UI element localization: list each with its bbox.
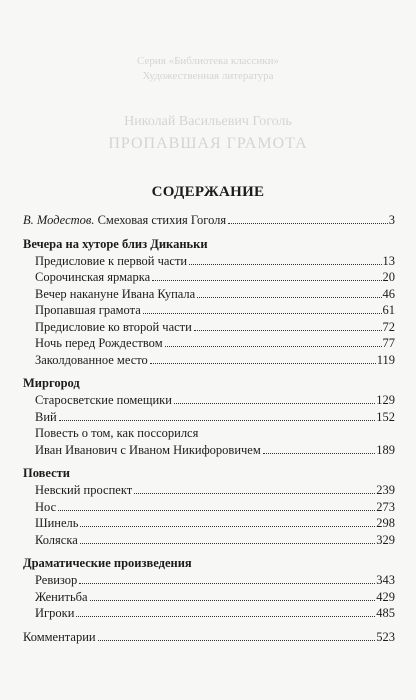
- toc-entry: [23, 269, 395, 286]
- toc-entry-label: Ревизор: [35, 573, 78, 587]
- toc-page-number: 46: [382, 286, 395, 301]
- toc-page-number: 298: [376, 516, 395, 530]
- dot-leader: [143, 313, 382, 314]
- toc-entry: [23, 302, 395, 319]
- dot-leader: [59, 420, 376, 421]
- toc-page-number: 20: [382, 270, 395, 284]
- dot-leader: [90, 600, 376, 601]
- toc-page-number: 523: [376, 629, 395, 644]
- table-of-contents: [23, 212, 395, 645]
- toc-entry-label: Вий: [35, 409, 57, 424]
- toc-entry: [23, 253, 395, 270]
- toc-entry: [23, 409, 395, 426]
- dot-leader: [150, 363, 376, 364]
- intro-author: В. Модестов.: [23, 213, 95, 227]
- toc-entry-label: Коляска: [35, 532, 78, 547]
- dot-leader: [98, 640, 376, 641]
- toc-entry: [23, 392, 395, 409]
- intro-title: Смеховая стихия Гоголя: [94, 213, 227, 227]
- toc-entry-label: Шинель: [35, 516, 79, 530]
- bleed-through-text-1: Серия «Библиотека классики»: [137, 55, 279, 67]
- dot-leader: [58, 510, 375, 511]
- toc-page-number: 189: [376, 442, 395, 457]
- dot-leader: [228, 223, 388, 224]
- toc-entry: [23, 499, 395, 516]
- section-heading-drama: Драматические произведения: [23, 556, 192, 570]
- toc-entry: [23, 605, 395, 622]
- toc-page-number: 329: [376, 532, 395, 547]
- toc-page-number: 429: [376, 589, 395, 604]
- toc-page-number: 273: [376, 499, 395, 514]
- toc-entry: [23, 572, 395, 589]
- dot-leader: [165, 346, 382, 347]
- toc-entry-label: Старосветские помещики: [35, 393, 172, 407]
- toc-entry-label: Предисловие ко второй части: [35, 319, 192, 334]
- toc-entry-label: Пропавшая грамота: [35, 303, 141, 317]
- toc-entry-label: [23, 212, 226, 229]
- toc-page-number: 485: [376, 606, 395, 620]
- toc-entry-comments: [23, 629, 395, 646]
- toc-entry: [23, 286, 395, 303]
- section-heading-dikanka: Вечера на хуторе близ Диканьки: [23, 236, 208, 251]
- toc-page-number: 72: [382, 319, 395, 334]
- bleed-through-text-3: Николай Васильевич Гоголь: [124, 114, 292, 129]
- toc-entry: [23, 589, 395, 606]
- toc-page-number: 13: [382, 253, 395, 268]
- dot-leader: [194, 330, 382, 331]
- toc-entry: [23, 515, 395, 532]
- toc-page-number: 77: [382, 336, 395, 350]
- toc-page-number: 152: [376, 409, 395, 424]
- toc-entry: [23, 442, 395, 459]
- section-heading-mirgorod: Миргород: [23, 376, 80, 390]
- toc-entry-label: Комментарии: [23, 629, 96, 644]
- toc-page-number: 119: [376, 352, 395, 367]
- toc-entry: [23, 352, 395, 369]
- section-heading-povesti: Повести: [23, 466, 71, 480]
- toc-page-number: 239: [376, 483, 395, 497]
- toc-entry: [23, 532, 395, 549]
- toc-page-number: 61: [382, 303, 395, 317]
- dot-leader: [80, 543, 375, 544]
- dot-leader: [263, 453, 375, 454]
- toc-entry: [23, 482, 395, 499]
- toc-entry-label: Ночь перед Рождеством: [35, 336, 163, 350]
- toc-entry-label: Иван Иванович с Иваном Никифоровичем: [35, 442, 261, 457]
- dot-leader: [134, 493, 375, 494]
- toc-entry-label: Невский проспект: [35, 483, 133, 497]
- toc-entry-label: Предисловие к первой части: [35, 253, 188, 268]
- toc-entry-label: Вечер накануне Ивана Купала: [35, 286, 196, 301]
- dot-leader: [152, 280, 381, 281]
- toc-entry-intro: [23, 212, 395, 229]
- toc-entry-label: Сорочинская ярмарка: [35, 270, 151, 284]
- dot-leader: [80, 526, 375, 527]
- bleed-through-text-4: ПРОПАВШАЯ ГРАМОТА: [108, 135, 308, 152]
- dot-leader: [79, 583, 375, 584]
- toc-page-number: 3: [388, 213, 395, 227]
- toc-page-number: 129: [376, 393, 395, 407]
- toc-entry-line1: Повесть о том, как поссорился: [35, 426, 199, 440]
- dot-leader: [197, 297, 381, 298]
- dot-leader: [174, 403, 375, 404]
- toc-entry-label: Игроки: [35, 606, 75, 620]
- toc-entry-label: Женитьба: [35, 589, 88, 604]
- toc-entry-label: Заколдованное место: [35, 352, 148, 367]
- page-title: СОДЕРЖАНИЕ: [151, 184, 265, 200]
- toc-entry: [23, 335, 395, 352]
- toc-page-number: 343: [376, 573, 395, 587]
- toc-entry-label: Нос: [35, 499, 57, 514]
- dot-leader: [76, 616, 375, 617]
- bleed-through-text-2: Художественная литература: [142, 70, 274, 82]
- dot-leader: [189, 264, 381, 265]
- toc-entry: [23, 319, 395, 336]
